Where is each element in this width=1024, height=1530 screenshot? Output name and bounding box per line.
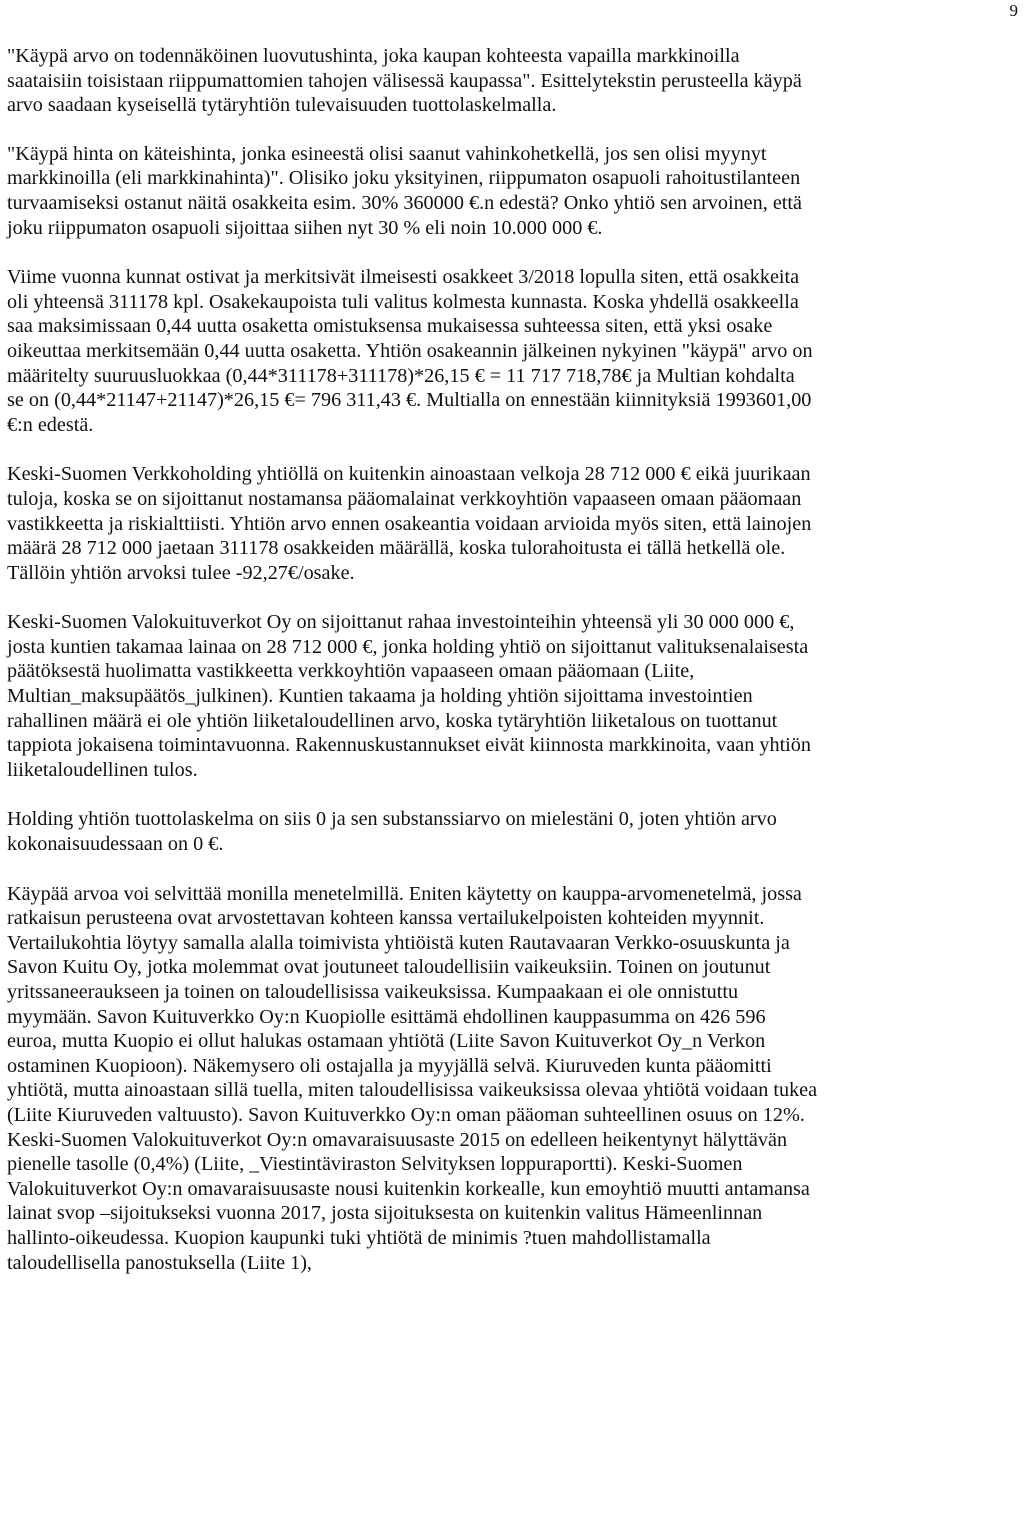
text-line: vastikkeetta ja riskialttiisti. Yhtiön arvo ennen osakeantia voidaan arvioida myös siten, että lainojen <box>7 512 812 535</box>
text-line: joku riippumaton osapuoli sijoittaa siihen nyt 30 % eli noin 10.000 000 €. <box>7 216 603 239</box>
text-line: pienelle tasolle (0,4%) (Liite, _Viestintäviraston Selvityksen loppuraportti). Keski-Suomen <box>7 1153 743 1176</box>
text-line: (Liite Kiuruveden valtuusto). Savon Kuituverkko Oy:n oman pääoman suhteellinen osuus on 12%. <box>7 1103 805 1126</box>
text-line: "Käypä arvo on todennäköinen luovutushinta, joka kaupan kohteesta vapailla markkinoilla <box>7 45 740 67</box>
paragraph-share-purchases <box>7 265 1017 437</box>
text-line: "Käypä hinta on käteishinta, jonka esineestä olisi saanut vahinkohetkellä, jos sen olisi myynyt <box>7 142 767 165</box>
text-line: kokonaisuudessaan on 0 €. <box>7 833 224 856</box>
paragraph-investments <box>7 610 1017 782</box>
text-line: Käypää arvoa voi selvittää monilla menetelmillä. Eniten käytetty on kauppa-arvomenetelmä, jossa <box>7 882 802 905</box>
text-line: tuloja, koska se on sijoittanut nostamansa pääomalainat verkkoyhtiön vapaaseen omaan pääomaan <box>7 487 802 510</box>
text-line: yritssaneeraukseen ja toinen on taloudellisissa vaikeuksissa. Kumpaakaan ei ole onnistuttu <box>7 981 739 1003</box>
text-line: Tällöin yhtiön arvoksi tulee -92,27€/osake. <box>7 561 355 584</box>
text-line: €:n edestä. <box>7 413 94 436</box>
text-line: saataisiin toisistaan riippumattomien tahojen välisessä kaupassa". Esittelytekstin perusteella käypä <box>7 69 802 92</box>
text-line: oikeuttaa merkitsemään 0,44 uutta osaketta. Yhtiön osakeannin jälkeinen nykyinen "käypä" arvo on <box>7 339 813 362</box>
text-line: Valokuituverkot Oy:n omavaraisuusaste nousi kuitenkin korkealle, kun emoyhtiö muutti antamansa <box>7 1177 810 1200</box>
text-line: päätöksestä huolimatta vastikkeetta verkkoyhtiön vapaaseen omaan pääomaan (Liite, <box>7 660 695 683</box>
text-line: tappiota jokaisena toimintavuonna. Rakennuskustannukset eivät kiinnosta markkinoita, vaan yhtiön <box>7 734 811 757</box>
paragraph-fair-value-definition <box>7 44 1017 118</box>
text-line: oli yhteensä 311178 kpl. Osakekaupoista tuli valitus kolmesta kunnasta. Koska yhdellä osakkeella <box>7 290 799 313</box>
text-line: Multian_maksupäätös_julkinen). Kuntien takaama ja holding yhtiön sijoittama investointien <box>7 685 753 708</box>
text-line: Keski-Suomen Valokuituverkot Oy on sijoittanut rahaa investointeihin yhteensä yli 30 000 000 €, <box>7 611 795 634</box>
text-line: ratkaisun perusteena ovat arvostettavan kohteen kanssa vertailukelpoisten kohteiden myynnit. <box>7 907 765 930</box>
text-line: taloudellisella panostuksella (Liite 1), <box>7 1251 312 1274</box>
text-line: saa maksimissaan 0,44 uutta osaketta omistuksensa mukaisessa suhteessa siten, että yksi osake <box>7 315 773 338</box>
text-line: määritelty suuruusluokkaa (0,44*311178+311178)*26,15 € = 11 717 718,78€ ja Multian kohdalta <box>7 364 795 387</box>
text-line: Viime vuonna kunnat ostivat ja merkitsivät ilmeisesti osakkeet 3/2018 lopulla siten, että osakkeita <box>7 266 800 289</box>
paragraph-holding-debts <box>7 462 1017 585</box>
text-line: määrä 28 712 000 jaetaan 311178 osakkeiden määrällä, koska tulorahoitusta ei tällä hetkellä ole. <box>7 537 786 560</box>
text-line: ostaminen Kuopioon). Näkemysero oli ostajalla ja myyjällä selvä. Kiuruveden kunta pääomitti <box>7 1054 772 1077</box>
text-line: Keski-Suomen Valokuituverkot Oy:n omavaraisuusaste 2015 on edelleen heikentynyt hälyttävän <box>7 1128 788 1151</box>
text-line: josta kuntien takamaa lainaa on 28 712 000 €, jonka holding yhtiö on sijoittanut valituksenalaisesta <box>7 635 809 658</box>
text-line: euroa, mutta Kuopio ei ollut halukas ostamaan yhtiötä (Liite Savon Kuituverkot Oy_n Verkon <box>7 1030 766 1053</box>
document-body <box>7 44 1017 1275</box>
text-line: lainat svop –sijoitukseksi vuonna 2017, josta sijoituksesta on kuitenkin valitus Hämeenlinnan <box>7 1202 763 1225</box>
text-line: yhtiötä, mutta ainoastaan sillä tuella, miten taloudellisissa vaikeuksissa olevaa yhtiötä voidaan tukea <box>7 1079 818 1102</box>
text-line: arvo saadaan kyseisellä tytäryhtiön tulevaisuuden tuottolaskelmalla. <box>7 94 557 117</box>
text-line: markkinoilla (eli markkinahinta)". Olisiko joku yksityinen, riippumaton osapuoli rahoitustilanteen <box>7 167 801 190</box>
text-line: liiketaloudellinen tulos. <box>7 758 198 781</box>
text-line: rahallinen määrä ei ole yhtiön liiketaloudellinen arvo, koska tytäryhtiön liiketalous on tuottanut <box>7 709 778 732</box>
text-line: Keski-Suomen Verkkoholding yhtiöllä on kuitenkin ainoastaan velkoja 28 712 000 € eikä juurikaan <box>7 463 811 486</box>
text-line: Holding yhtiön tuottolaskelma on siis 0 ja sen substanssiarvo on mielestäni 0, joten yhtiön arvo <box>7 808 777 831</box>
paragraph-valuation-methods <box>7 882 1017 1276</box>
text-line: Savon Kuitu Oy, jotka molemmat ovat joutuneet taloudellisiin vaikeuksiin. Toinen on joutunut <box>7 956 771 979</box>
text-line: se on (0,44*21147+21147)*26,15 €= 796 311,43 €. Multialla on ennestään kiinnityksiä 1993601,00 <box>7 389 812 412</box>
text-line: turvaamiseksi ostanut näitä osakkeita esim. 30% 360000 €.n edestä? Onko yhtiö sen arvoinen, että <box>7 191 802 214</box>
text-line: hallinto-oikeudessa. Kuopion kaupunki tuki yhtiötä de minimis ?tuen mahdollistamalla <box>7 1226 711 1249</box>
paragraph-fair-price-definition <box>7 142 1017 240</box>
text-line: myymään. Savon Kuituverkko Oy:n Kuopiolle esittämä ehdollinen kauppasumma on 426 596 <box>7 1005 766 1028</box>
page-number: 9 <box>1009 1 1018 20</box>
paragraph-holding-value <box>7 807 1017 856</box>
text-line: Vertailukohtia löytyy samalla alalla toimivista yhtiöistä kuten Rautavaaran Verkko-osuuskunta ja <box>7 931 790 954</box>
